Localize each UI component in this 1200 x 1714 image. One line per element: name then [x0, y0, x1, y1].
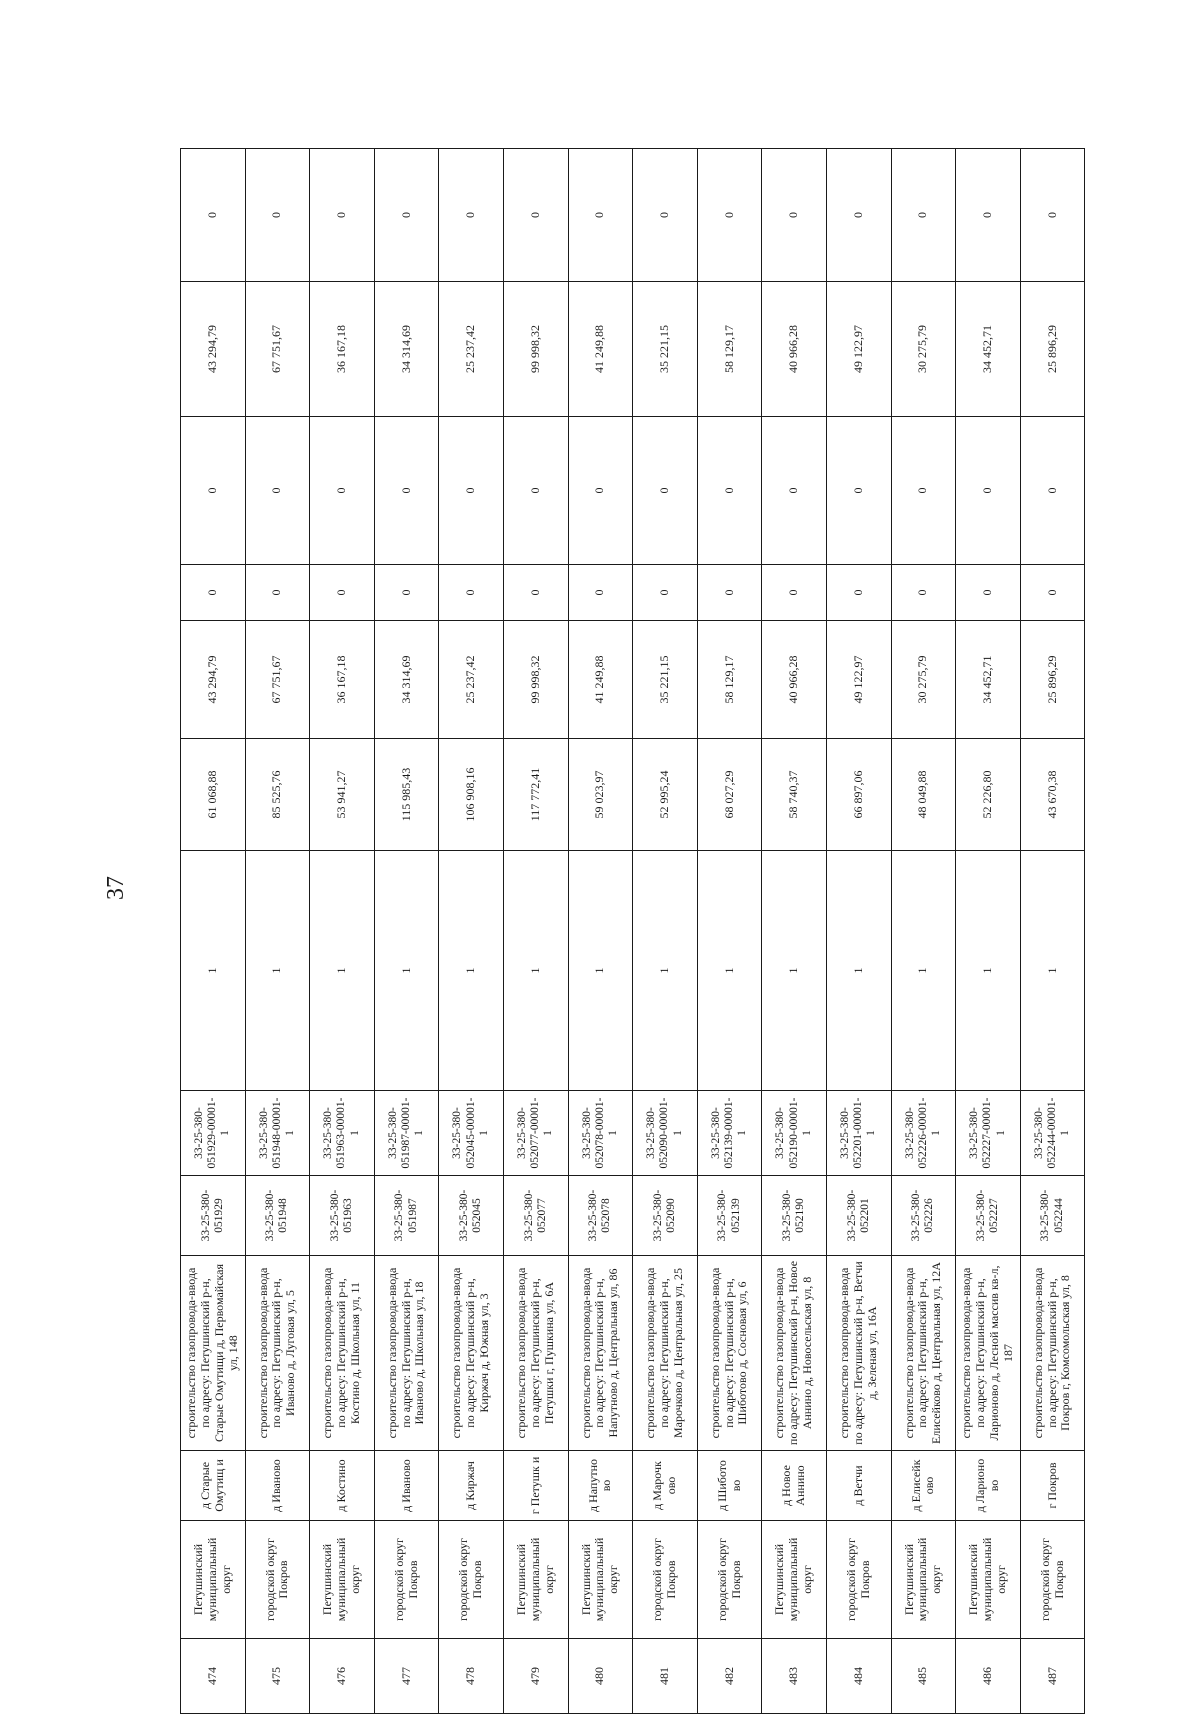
amount-a-cell: 40 966,28: [762, 621, 827, 739]
amount-d-cell: 99 998,32: [503, 282, 568, 417]
description-cell: строительство газопровода-ввода по адресу: Петушинский р-н, Покров г, Комсомольская ул, 8: [1020, 1256, 1085, 1451]
count-cell: 1: [826, 851, 891, 1091]
amount-a-cell: 58 129,17: [697, 621, 762, 739]
settlement-cell: д Киржач: [439, 1451, 504, 1521]
total-cost-cell: 61 068,88: [181, 739, 246, 851]
object-code-cell: 33-25-380-052090-00001-1: [633, 1091, 698, 1176]
object-code-cell: 33-25-380-052078-00001-1: [568, 1091, 633, 1176]
count-cell: 1: [245, 851, 310, 1091]
description-cell: строительство газопровода-ввода по адресу: Петушинский р-н, Новое Аннино д, Новосельская ул, 8: [762, 1256, 827, 1451]
description-cell: строительство газопровода-ввода по адресу: Петушинский р-н, Старые Омутищи д, Первомайская ул, 148: [181, 1256, 246, 1451]
value-e-cell: 0: [956, 149, 1021, 282]
description-cell: строительство газопровода-ввода по адресу: Петушинский р-н, Ветчи д, Зеленая ул, 16А: [826, 1256, 891, 1451]
settlement-cell: д Шибото во: [697, 1451, 762, 1521]
table-row: [503, 149, 568, 1714]
value-c-cell: 0: [374, 417, 439, 565]
amount-d-cell: 36 167,18: [310, 282, 375, 417]
total-cost-cell: 106 908,16: [439, 739, 504, 851]
settlement-cell: д Иваново: [374, 1451, 439, 1521]
settlement-cell: д Ветчи: [826, 1451, 891, 1521]
description-cell: строительство газопровода-ввода по адресу: Петушинский р-н, Иваново д, Луговая ул, 5: [245, 1256, 310, 1451]
value-e-cell: 0: [310, 149, 375, 282]
district-cell: Петушинский муниципальный округ: [956, 1521, 1021, 1639]
value-b-cell: 0: [633, 565, 698, 621]
settlement-cell: д Елисейк ово: [891, 1451, 956, 1521]
row-number-cell: 487: [1020, 1639, 1085, 1714]
table-row: [439, 149, 504, 1714]
row-number-cell: 483: [762, 1639, 827, 1714]
table-row: [245, 149, 310, 1714]
object-id-cell: 33-25-380-052090: [633, 1176, 698, 1256]
value-c-cell: 0: [1020, 417, 1085, 565]
value-c-cell: 0: [245, 417, 310, 565]
district-cell: Петушинский муниципальный округ: [503, 1521, 568, 1639]
count-cell: 1: [762, 851, 827, 1091]
settlement-cell: д Марочк ово: [633, 1451, 698, 1521]
value-e-cell: 0: [891, 149, 956, 282]
amount-a-cell: 30 275,79: [891, 621, 956, 739]
object-id-cell: 33-25-380-052190: [762, 1176, 827, 1256]
settlement-cell: д Костино: [310, 1451, 375, 1521]
count-cell: 1: [310, 851, 375, 1091]
table-row: [633, 149, 698, 1714]
row-number-cell: 480: [568, 1639, 633, 1714]
register-table: [180, 148, 1085, 1714]
amount-d-cell: 34 452,71: [956, 282, 1021, 417]
table-row: [697, 149, 762, 1714]
register-table-rotated: [180, 149, 1085, 1714]
row-number-cell: 476: [310, 1639, 375, 1714]
district-cell: городской округ Покров: [374, 1521, 439, 1639]
value-c-cell: 0: [568, 417, 633, 565]
amount-a-cell: 35 221,15: [633, 621, 698, 739]
object-code-cell: 33-25-380-051948-00001-1: [245, 1091, 310, 1176]
value-b-cell: 0: [1020, 565, 1085, 621]
total-cost-cell: 115 985,43: [374, 739, 439, 851]
value-c-cell: 0: [826, 417, 891, 565]
table-row: [762, 149, 827, 1714]
total-cost-cell: 58 740,37: [762, 739, 827, 851]
settlement-cell: д Ларионо во: [956, 1451, 1021, 1521]
table-row: [956, 149, 1021, 1714]
row-number-cell: 482: [697, 1639, 762, 1714]
amount-d-cell: 49 122,97: [826, 282, 891, 417]
value-c-cell: 0: [503, 417, 568, 565]
district-cell: городской округ Покров: [633, 1521, 698, 1639]
row-number-cell: 475: [245, 1639, 310, 1714]
description-cell: строительство газопровода-ввода по адресу: Петушинский р-н, Напутново д, Центральная ул, 86: [568, 1256, 633, 1451]
total-cost-cell: 117 772,41: [503, 739, 568, 851]
value-e-cell: 0: [374, 149, 439, 282]
value-b-cell: 0: [697, 565, 762, 621]
table-row: [181, 149, 246, 1714]
total-cost-cell: 68 027,29: [697, 739, 762, 851]
object-id-cell: 33-25-380-051963: [310, 1176, 375, 1256]
description-cell: строительство газопровода-ввода по адресу: Петушинский р-н, Елисейково д, Центральная ул, 12А: [891, 1256, 956, 1451]
value-b-cell: 0: [891, 565, 956, 621]
object-id-cell: 33-25-380-051948: [245, 1176, 310, 1256]
amount-a-cell: 43 294,79: [181, 621, 246, 739]
value-e-cell: 0: [826, 149, 891, 282]
value-b-cell: 0: [439, 565, 504, 621]
value-b-cell: 0: [374, 565, 439, 621]
amount-d-cell: 34 314,69: [374, 282, 439, 417]
count-cell: 1: [503, 851, 568, 1091]
object-id-cell: 33-25-380-052226: [891, 1176, 956, 1256]
object-code-cell: 33-25-380-052139-00001-1: [697, 1091, 762, 1176]
settlement-cell: д Новое Аннино: [762, 1451, 827, 1521]
district-cell: городской округ Покров: [439, 1521, 504, 1639]
count-cell: 1: [697, 851, 762, 1091]
count-cell: 1: [439, 851, 504, 1091]
row-number-cell: 484: [826, 1639, 891, 1714]
object-id-cell: 33-25-380-052201: [826, 1176, 891, 1256]
value-e-cell: 0: [568, 149, 633, 282]
amount-a-cell: 34 314,69: [374, 621, 439, 739]
row-number-cell: 485: [891, 1639, 956, 1714]
row-number-cell: 481: [633, 1639, 698, 1714]
amount-a-cell: 41 249,88: [568, 621, 633, 739]
description-cell: строительство газопровода-ввода по адресу: Петушинский р-н, Иваново д, Школьная ул, 18: [374, 1256, 439, 1451]
description-cell: строительство газопровода-ввода по адресу: Петушинский р-н, Петушки г, Пушкина ул, 6А: [503, 1256, 568, 1451]
settlement-cell: д Напутно во: [568, 1451, 633, 1521]
amount-d-cell: 25 896,29: [1020, 282, 1085, 417]
object-code-cell: 33-25-380-051963-00001-1: [310, 1091, 375, 1176]
district-cell: Петушинский муниципальный округ: [891, 1521, 956, 1639]
district-cell: Петушинский муниципальный округ: [762, 1521, 827, 1639]
value-b-cell: 0: [245, 565, 310, 621]
page-number: 37: [103, 876, 129, 900]
description-cell: строительство газопровода-ввода по адресу: Петушинский р-н, Марочково д, Центральная ул, 25: [633, 1256, 698, 1451]
table-row: [1020, 149, 1085, 1714]
description-cell: строительство газопровода-ввода по адресу: Петушинский р-н, Киржач д, Южная ул, 3: [439, 1256, 504, 1451]
total-cost-cell: 52 226,80: [956, 739, 1021, 851]
object-id-cell: 33-25-380-052244: [1020, 1176, 1085, 1256]
object-code-cell: 33-25-380-052190-00001-1: [762, 1091, 827, 1176]
count-cell: 1: [891, 851, 956, 1091]
object-id-cell: 33-25-380-052078: [568, 1176, 633, 1256]
count-cell: 1: [1020, 851, 1085, 1091]
count-cell: 1: [633, 851, 698, 1091]
value-e-cell: 0: [181, 149, 246, 282]
value-c-cell: 0: [762, 417, 827, 565]
value-b-cell: 0: [503, 565, 568, 621]
count-cell: 1: [568, 851, 633, 1091]
value-e-cell: 0: [697, 149, 762, 282]
settlement-cell: д Иваново: [245, 1451, 310, 1521]
value-e-cell: 0: [245, 149, 310, 282]
amount-a-cell: 49 122,97: [826, 621, 891, 739]
value-b-cell: 0: [826, 565, 891, 621]
total-cost-cell: 59 023,97: [568, 739, 633, 851]
row-number-cell: 479: [503, 1639, 568, 1714]
description-cell: строительство газопровода-ввода по адресу: Петушинский р-н, Костино д, Школьная ул, 11: [310, 1256, 375, 1451]
count-cell: 1: [956, 851, 1021, 1091]
amount-a-cell: 25 237,42: [439, 621, 504, 739]
district-cell: городской округ Покров: [1020, 1521, 1085, 1639]
district-cell: городской округ Покров: [245, 1521, 310, 1639]
object-code-cell: 33-25-380-052244-00001-1: [1020, 1091, 1085, 1176]
description-cell: строительство газопровода-ввода по адресу: Петушинский р-н, Ларионово д, Лесной массив кв-л, 187: [956, 1256, 1021, 1451]
object-code-cell: 33-25-380-051987-00001-1: [374, 1091, 439, 1176]
amount-a-cell: 67 751,67: [245, 621, 310, 739]
value-c-cell: 0: [891, 417, 956, 565]
value-b-cell: 0: [181, 565, 246, 621]
object-id-cell: 33-25-380-052139: [697, 1176, 762, 1256]
object-id-cell: 33-25-380-052227: [956, 1176, 1021, 1256]
value-c-cell: 0: [181, 417, 246, 565]
object-id-cell: 33-25-380-051987: [374, 1176, 439, 1256]
row-number-cell: 478: [439, 1639, 504, 1714]
value-c-cell: 0: [439, 417, 504, 565]
description-cell: строительство газопровода-ввода по адресу: Петушинский р-н, Шиботово д, Сосновая ул, 6: [697, 1256, 762, 1451]
row-number-cell: 477: [374, 1639, 439, 1714]
amount-d-cell: 30 275,79: [891, 282, 956, 417]
amount-d-cell: 25 237,42: [439, 282, 504, 417]
row-number-cell: 486: [956, 1639, 1021, 1714]
district-cell: городской округ Покров: [826, 1521, 891, 1639]
total-cost-cell: 43 670,38: [1020, 739, 1085, 851]
count-cell: 1: [181, 851, 246, 1091]
value-b-cell: 0: [310, 565, 375, 621]
object-code-cell: 33-25-380-052227-00001-1: [956, 1091, 1021, 1176]
amount-d-cell: 67 751,67: [245, 282, 310, 417]
amount-a-cell: 36 167,18: [310, 621, 375, 739]
object-id-cell: 33-25-380-052045: [439, 1176, 504, 1256]
amount-d-cell: 40 966,28: [762, 282, 827, 417]
value-e-cell: 0: [439, 149, 504, 282]
total-cost-cell: 48 049,88: [891, 739, 956, 851]
row-number-cell: 474: [181, 1639, 246, 1714]
object-code-cell: 33-25-380-051929-00001-1: [181, 1091, 246, 1176]
value-c-cell: 0: [697, 417, 762, 565]
table-row: [826, 149, 891, 1714]
total-cost-cell: 53 941,27: [310, 739, 375, 851]
amount-d-cell: 43 294,79: [181, 282, 246, 417]
value-c-cell: 0: [956, 417, 1021, 565]
amount-d-cell: 35 221,15: [633, 282, 698, 417]
object-id-cell: 33-25-380-051929: [181, 1176, 246, 1256]
count-cell: 1: [374, 851, 439, 1091]
amount-a-cell: 99 998,32: [503, 621, 568, 739]
table-row: [310, 149, 375, 1714]
settlement-cell: г Петушк и: [503, 1451, 568, 1521]
table-row: [568, 149, 633, 1714]
object-code-cell: 33-25-380-052045-00001-1: [439, 1091, 504, 1176]
value-b-cell: 0: [568, 565, 633, 621]
amount-a-cell: 34 452,71: [956, 621, 1021, 739]
value-e-cell: 0: [762, 149, 827, 282]
amount-d-cell: 58 129,17: [697, 282, 762, 417]
amount-d-cell: 41 249,88: [568, 282, 633, 417]
table-row: [374, 149, 439, 1714]
total-cost-cell: 66 897,06: [826, 739, 891, 851]
settlement-cell: г Покров: [1020, 1451, 1085, 1521]
value-e-cell: 0: [503, 149, 568, 282]
value-b-cell: 0: [762, 565, 827, 621]
total-cost-cell: 85 525,76: [245, 739, 310, 851]
district-cell: Петушинский муниципальный округ: [310, 1521, 375, 1639]
district-cell: городской округ Покров: [697, 1521, 762, 1639]
table-row: [891, 149, 956, 1714]
value-e-cell: 0: [1020, 149, 1085, 282]
object-id-cell: 33-25-380-052077: [503, 1176, 568, 1256]
object-code-cell: 33-25-380-052201-00001-1: [826, 1091, 891, 1176]
district-cell: Петушинский муниципальный округ: [568, 1521, 633, 1639]
settlement-cell: д Старые Омутищ и: [181, 1451, 246, 1521]
object-code-cell: 33-25-380-052077-00001-1: [503, 1091, 568, 1176]
value-b-cell: 0: [956, 565, 1021, 621]
district-cell: Петушинский муниципальный округ: [181, 1521, 246, 1639]
value-c-cell: 0: [310, 417, 375, 565]
value-c-cell: 0: [633, 417, 698, 565]
total-cost-cell: 52 995,24: [633, 739, 698, 851]
value-e-cell: 0: [633, 149, 698, 282]
object-code-cell: 33-25-380-052226-00001-1: [891, 1091, 956, 1176]
amount-a-cell: 25 896,29: [1020, 621, 1085, 739]
